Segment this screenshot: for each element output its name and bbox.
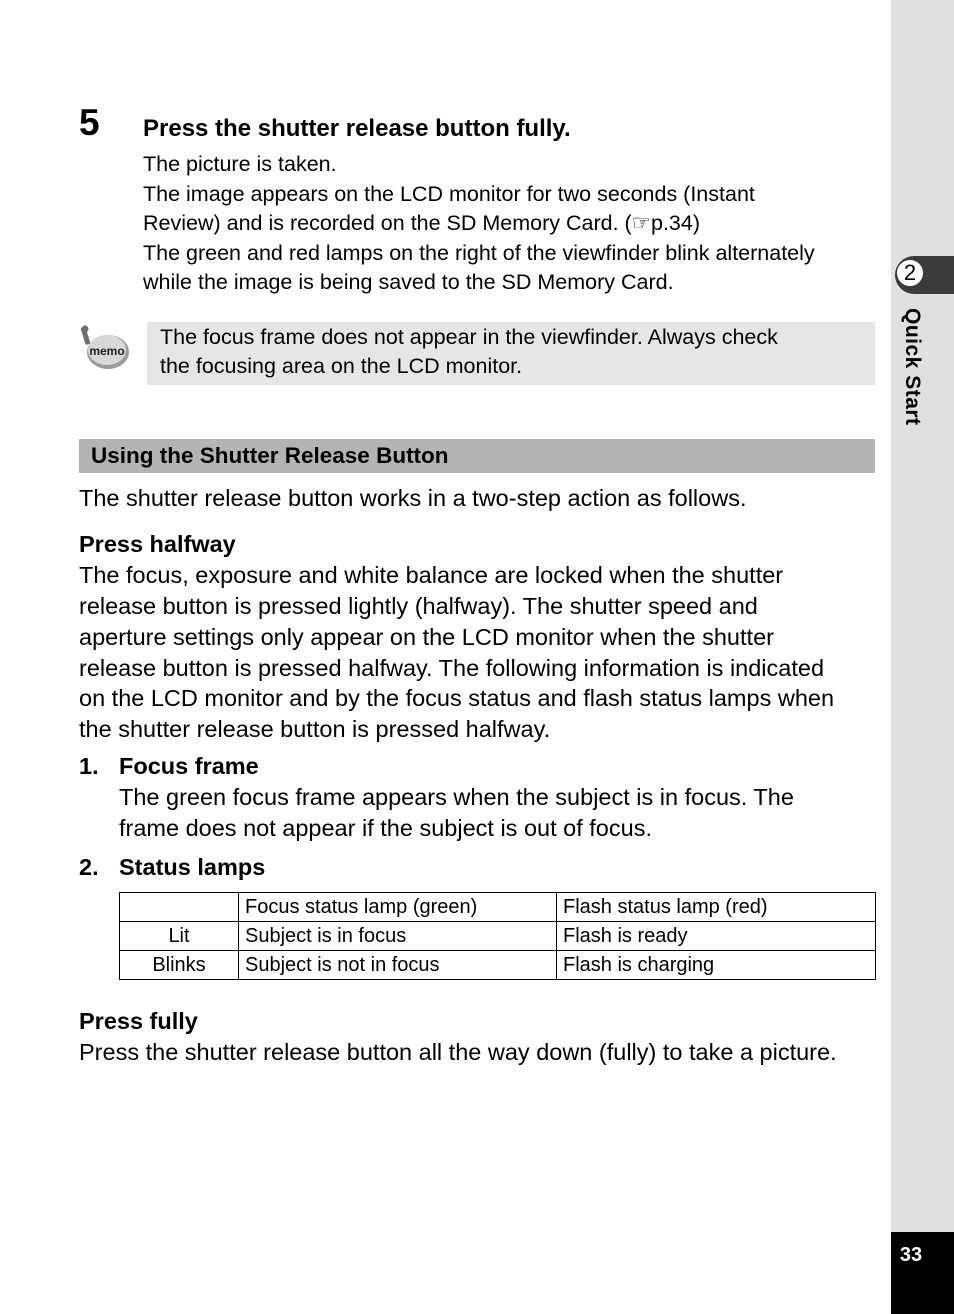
table-header-cell <box>120 893 239 922</box>
table-cell: Flash is ready <box>557 922 876 951</box>
step-text-line: The green and red lamps on the right of the viewfinder blink alternately <box>143 241 815 265</box>
memo-box <box>147 322 875 385</box>
page-number: 33 <box>899 1244 923 1266</box>
step-text-line: The picture is taken. <box>143 152 337 176</box>
list-item-number: 1. <box>79 753 99 779</box>
table-cell: Subject is in focus <box>239 922 557 951</box>
page-number-box <box>891 1232 954 1314</box>
chapter-number: 2 <box>896 259 924 287</box>
step-number: 5 <box>79 102 100 143</box>
list-item-heading: Status lamps <box>119 854 266 880</box>
press-halfway-line: the shutter release button is pressed halfway. <box>79 716 551 742</box>
list-item-number: 2. <box>79 854 99 880</box>
memo-icon-text: memo <box>89 344 125 358</box>
memo-text-line: The focus frame does not appear in the viewfinder. Always check <box>160 325 778 349</box>
press-halfway-line: The focus, exposure and white balance are locked when the shutter <box>79 562 784 588</box>
press-halfway-line: aperture settings only appear on the LCD monitor when the shutter <box>79 624 774 650</box>
press-fully-text: Press the shutter release button all the way down (fully) to take a picture. <box>79 1039 837 1065</box>
step-text-line: The image appears on the LCD monitor for two seconds (Instant <box>143 182 755 206</box>
step-text-line: Review) and is recorded on the SD Memory Card. (☞p.34) <box>143 211 700 235</box>
table-cell: Blinks <box>120 951 239 980</box>
memo-text-line: the focusing area on the LCD monitor. <box>160 354 523 378</box>
memo-icon <box>80 325 132 373</box>
section-intro: The shutter release button works in a two-step action as follows. <box>79 485 747 511</box>
table-cell: Flash is charging <box>557 951 876 980</box>
list-item-text-line: frame does not appear if the subject is out of focus. <box>119 815 652 841</box>
step-title: Press the shutter release button fully. <box>143 115 571 142</box>
table-row <box>120 922 876 951</box>
status-lamps-table <box>119 892 876 980</box>
table-row <box>120 951 876 980</box>
chapter-side-tab <box>891 0 954 1314</box>
press-halfway-heading: Press halfway <box>79 531 236 557</box>
chapter-label: Quick Start <box>901 308 924 426</box>
section-title: Using the Shutter Release Button <box>91 443 449 468</box>
list-item-heading: Focus frame <box>119 753 259 779</box>
step-text-line: while the image is being saved to the SD Memory Card. <box>143 270 674 294</box>
table-cell: Subject is not in focus <box>239 951 557 980</box>
table-cell: Lit <box>120 922 239 951</box>
table-header-cell: Focus status lamp (green) <box>239 893 557 922</box>
press-halfway-line: release button is pressed halfway. The following information is indicated <box>79 655 825 681</box>
table-header-cell: Flash status lamp (red) <box>557 893 876 922</box>
table-header-row <box>120 893 876 922</box>
press-halfway-line: release button is pressed lightly (halfway). The shutter speed and <box>79 593 758 619</box>
list-item-text-line: The green focus frame appears when the subject is in focus. The <box>119 784 794 810</box>
press-halfway-line: on the LCD monitor and by the focus status and flash status lamps when <box>79 685 835 711</box>
section-header <box>79 439 875 473</box>
press-fully-heading: Press fully <box>79 1008 198 1034</box>
